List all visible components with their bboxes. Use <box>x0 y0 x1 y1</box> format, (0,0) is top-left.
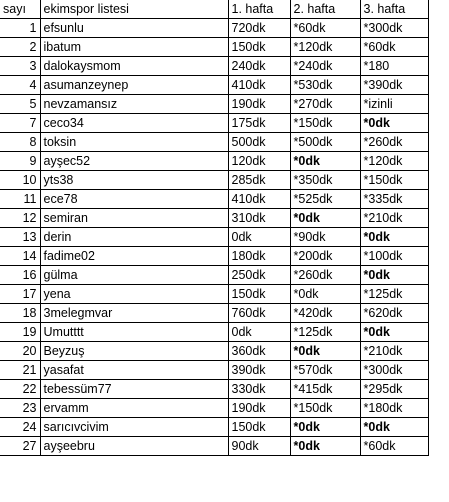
week3-cell[interactable]: *620dk <box>360 304 428 323</box>
header-week2-cell[interactable]: 2. hafta <box>290 0 360 19</box>
table-row <box>0 304 428 323</box>
row-number-cell[interactable]: 20 <box>0 342 40 361</box>
table-row <box>0 380 428 399</box>
week1-cell[interactable]: 500dk <box>228 133 290 152</box>
week3-cell[interactable]: *60dk <box>360 437 428 456</box>
week3-cell[interactable]: *295dk <box>360 380 428 399</box>
table-row <box>0 228 428 247</box>
header-row <box>0 0 428 19</box>
week3-cell[interactable]: *210dk <box>360 209 428 228</box>
week3-cell[interactable]: *0dk <box>360 228 428 247</box>
week1-cell[interactable]: 410dk <box>228 190 290 209</box>
week2-cell[interactable]: *125dk <box>290 323 360 342</box>
row-number-cell[interactable]: 24 <box>0 418 40 437</box>
table-row <box>0 399 428 418</box>
table-row <box>0 209 428 228</box>
week3-cell[interactable]: *210dk <box>360 342 428 361</box>
row-number-cell[interactable]: 11 <box>0 190 40 209</box>
week1-cell[interactable]: 190dk <box>228 95 290 114</box>
member-name-cell[interactable]: 3melegmvar <box>40 304 228 323</box>
header-week1-cell[interactable]: 1. hafta <box>228 0 290 19</box>
member-name-cell[interactable]: toksin <box>40 133 228 152</box>
week3-cell[interactable]: *260dk <box>360 133 428 152</box>
week3-cell[interactable]: *150dk <box>360 171 428 190</box>
member-name-cell[interactable]: derin <box>40 228 228 247</box>
week2-cell[interactable]: *60dk <box>290 19 360 38</box>
table-row <box>0 437 428 456</box>
week3-cell[interactable]: *0dk <box>360 323 428 342</box>
member-name-cell[interactable]: Umutttt <box>40 323 228 342</box>
row-number-cell[interactable]: 21 <box>0 361 40 380</box>
week2-cell[interactable]: *0dk <box>290 418 360 437</box>
member-name-cell[interactable]: yasafat <box>40 361 228 380</box>
week1-cell[interactable]: 150dk <box>228 38 290 57</box>
week3-cell[interactable]: *60dk <box>360 38 428 57</box>
week3-cell[interactable]: *100dk <box>360 247 428 266</box>
week2-cell[interactable]: *350dk <box>290 171 360 190</box>
week2-cell[interactable]: *500dk <box>290 133 360 152</box>
row-number-cell[interactable]: 22 <box>0 380 40 399</box>
week1-cell[interactable]: 285dk <box>228 171 290 190</box>
week2-cell[interactable]: *240dk <box>290 57 360 76</box>
week3-cell[interactable]: *izinli <box>360 95 428 114</box>
member-name-cell[interactable]: fadime02 <box>40 247 228 266</box>
table-row <box>0 190 428 209</box>
week3-cell[interactable]: *180 <box>360 57 428 76</box>
table-row <box>0 342 428 361</box>
table-row <box>0 247 428 266</box>
week1-cell[interactable]: 410dk <box>228 76 290 95</box>
week2-cell[interactable]: *0dk <box>290 342 360 361</box>
week2-cell[interactable]: *570dk <box>290 361 360 380</box>
week1-cell[interactable]: 250dk <box>228 266 290 285</box>
row-number-cell[interactable]: 19 <box>0 323 40 342</box>
member-name-cell[interactable]: asumanzeynep <box>40 76 228 95</box>
row-number-cell[interactable]: 13 <box>0 228 40 247</box>
row-number-cell[interactable]: 18 <box>0 304 40 323</box>
row-number-cell[interactable]: 1 <box>0 19 40 38</box>
table-row <box>0 323 428 342</box>
week2-cell[interactable]: *120dk <box>290 38 360 57</box>
week3-cell[interactable]: *390dk <box>360 76 428 95</box>
week2-cell[interactable]: *415dk <box>290 380 360 399</box>
table-row <box>0 19 428 38</box>
week1-cell[interactable]: 90dk <box>228 437 290 456</box>
member-name-cell[interactable]: ervamm <box>40 399 228 418</box>
row-number-cell[interactable]: 4 <box>0 76 40 95</box>
header-name-cell[interactable]: ekimspor listesi <box>40 0 228 19</box>
week3-cell[interactable]: *300dk <box>360 19 428 38</box>
row-number-cell[interactable]: 16 <box>0 266 40 285</box>
week3-cell[interactable]: *335dk <box>360 190 428 209</box>
row-number-cell[interactable]: 17 <box>0 285 40 304</box>
table-row <box>0 361 428 380</box>
week1-cell[interactable]: 240dk <box>228 57 290 76</box>
week1-cell[interactable]: 180dk <box>228 247 290 266</box>
table-row <box>0 38 428 57</box>
member-name-cell[interactable]: ayşeebru <box>40 437 228 456</box>
member-name-cell[interactable]: yts38 <box>40 171 228 190</box>
week1-cell[interactable]: 0dk <box>228 323 290 342</box>
table-row <box>0 95 428 114</box>
table-row <box>0 76 428 95</box>
week2-cell[interactable]: *150dk <box>290 399 360 418</box>
week1-cell[interactable]: 190dk <box>228 399 290 418</box>
row-number-cell[interactable]: 23 <box>0 399 40 418</box>
table-row <box>0 133 428 152</box>
week3-cell[interactable]: *0dk <box>360 114 428 133</box>
member-name-cell[interactable]: Beyzuş <box>40 342 228 361</box>
table-row <box>0 266 428 285</box>
week3-cell[interactable]: *0dk <box>360 266 428 285</box>
row-number-cell[interactable]: 5 <box>0 95 40 114</box>
member-name-cell[interactable]: nevzamansız <box>40 95 228 114</box>
week2-cell[interactable]: *90dk <box>290 228 360 247</box>
member-name-cell[interactable]: gülma <box>40 266 228 285</box>
week2-cell[interactable]: *0dk <box>290 209 360 228</box>
week2-cell[interactable]: *0dk <box>290 152 360 171</box>
member-name-cell[interactable]: ibatum <box>40 38 228 57</box>
week2-cell[interactable]: *260dk <box>290 266 360 285</box>
member-name-cell[interactable]: dalokaysmom <box>40 57 228 76</box>
row-number-cell[interactable]: 2 <box>0 38 40 57</box>
row-number-cell[interactable]: 27 <box>0 437 40 456</box>
table-row <box>0 171 428 190</box>
member-name-cell[interactable]: ceco34 <box>40 114 228 133</box>
table-row <box>0 114 428 133</box>
member-name-cell[interactable]: tebessüm77 <box>40 380 228 399</box>
week1-cell[interactable]: 760dk <box>228 304 290 323</box>
week1-cell[interactable]: 175dk <box>228 114 290 133</box>
member-name-cell[interactable]: semiran <box>40 209 228 228</box>
table-row <box>0 152 428 171</box>
row-number-cell[interactable]: 9 <box>0 152 40 171</box>
week2-cell[interactable]: *150dk <box>290 114 360 133</box>
week3-cell[interactable]: *0dk <box>360 418 428 437</box>
header-num-cell[interactable]: sayı <box>0 0 40 19</box>
week1-cell[interactable]: 310dk <box>228 209 290 228</box>
table-row <box>0 285 428 304</box>
week1-cell[interactable]: 360dk <box>228 342 290 361</box>
member-name-cell[interactable]: ayşec52 <box>40 152 228 171</box>
row-number-cell[interactable]: 3 <box>0 57 40 76</box>
week3-cell[interactable]: *300dk <box>360 361 428 380</box>
week2-cell[interactable]: *525dk <box>290 190 360 209</box>
week1-cell[interactable]: 120dk <box>228 152 290 171</box>
week2-cell[interactable]: *270dk <box>290 95 360 114</box>
week3-cell[interactable]: *125dk <box>360 285 428 304</box>
row-number-cell[interactable]: 10 <box>0 171 40 190</box>
week3-cell[interactable]: *120dk <box>360 152 428 171</box>
member-name-cell[interactable]: yena <box>40 285 228 304</box>
week2-cell[interactable]: *200dk <box>290 247 360 266</box>
row-number-cell[interactable]: 14 <box>0 247 40 266</box>
week1-cell[interactable]: 0dk <box>228 228 290 247</box>
week1-cell[interactable]: 150dk <box>228 418 290 437</box>
table-row <box>0 57 428 76</box>
row-number-cell[interactable]: 7 <box>0 114 40 133</box>
week2-cell[interactable]: *0dk <box>290 285 360 304</box>
row-number-cell[interactable]: 12 <box>0 209 40 228</box>
member-name-cell[interactable]: ece78 <box>40 190 228 209</box>
member-name-cell[interactable]: efsunlu <box>40 19 228 38</box>
week2-cell[interactable]: *420dk <box>290 304 360 323</box>
week1-cell[interactable]: 720dk <box>228 19 290 38</box>
week1-cell[interactable]: 390dk <box>228 361 290 380</box>
table-row <box>0 418 428 437</box>
row-number-cell[interactable]: 8 <box>0 133 40 152</box>
week2-cell[interactable]: *530dk <box>290 76 360 95</box>
week1-cell[interactable]: 330dk <box>228 380 290 399</box>
week2-cell[interactable]: *0dk <box>290 437 360 456</box>
header-week3-cell[interactable]: 3. hafta <box>360 0 428 19</box>
week1-cell[interactable]: 150dk <box>228 285 290 304</box>
week3-cell[interactable]: *180dk <box>360 399 428 418</box>
member-name-cell[interactable]: sarıcıvcivim <box>40 418 228 437</box>
